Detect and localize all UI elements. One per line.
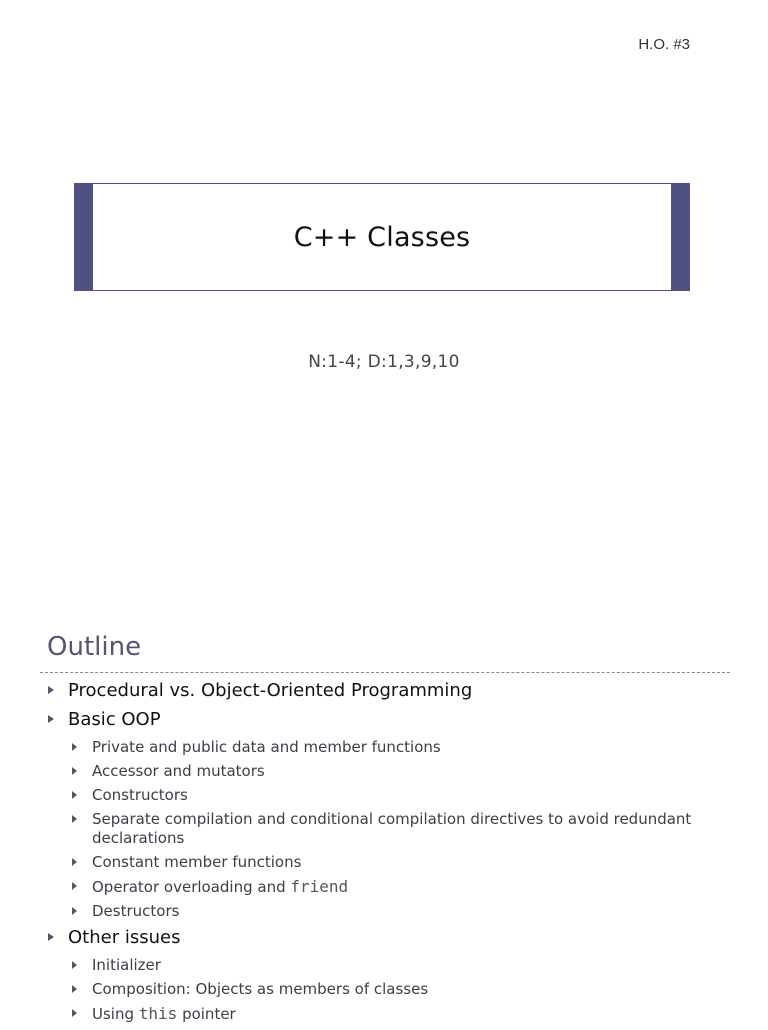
outline-section-label: Other issues [68,927,181,948]
outline-section-label: Procedural vs. Object-Oriented Programming [68,680,473,701]
outline-item-text: Constructors [92,786,188,804]
outline-item-text: Private and public data and member functions [92,738,441,756]
outline-item [72,762,728,781]
outline-item-text: Constant member functions [92,853,302,871]
bullet-arrow-icon [72,767,77,775]
outline-item [72,810,728,848]
outline-list [48,680,728,1030]
outline-item-text: Initializer [92,956,161,974]
outline-sublist [72,738,728,921]
title-box [74,183,690,291]
bullet-arrow-icon [48,933,54,941]
outline-item-text: Accessor and mutators [92,762,265,780]
outline-item-text: Composition: Objects as members of classes [92,980,429,998]
bullet-arrow-icon [72,907,77,915]
code-keyword: this [138,1004,178,1023]
outline-item [72,980,728,999]
outline-section [48,680,728,702]
outline-item-text: Operator overloading and [92,878,291,896]
outline-item [72,956,728,975]
outline-sublist [72,956,728,1024]
bullet-arrow-icon [72,961,77,969]
bullet-arrow-icon [72,815,77,823]
outline-item [72,853,728,872]
bullet-arrow-icon [72,985,77,993]
outline-item [72,877,728,897]
outline-item [72,902,728,921]
bullet-arrow-icon [72,858,77,866]
bullet-arrow-icon [72,1009,77,1017]
outline-section [48,709,728,731]
bullet-arrow-icon [72,743,77,751]
slide-title: C++ Classes [293,221,471,253]
outline-section [48,927,728,949]
outline-item [72,738,728,757]
outline-item-text-after: pointer [177,1005,236,1023]
bullet-arrow-icon [48,715,54,723]
outline-divider [40,672,730,673]
outline-heading: Outline [47,632,142,662]
title-accent-bar-right [671,183,690,291]
bullet-arrow-icon [48,686,54,694]
title-accent-bar-left [74,183,93,291]
code-keyword: friend [290,877,349,896]
slide-subtitle: N:1-4; D:1,3,9,10 [308,352,460,372]
outline-section-label: Basic OOP [68,709,161,730]
bullet-arrow-icon [72,791,77,799]
outline-item [72,1004,728,1024]
outline-item-text: Separate compilation and conditional compilation directives to avoid redundant declarations [92,810,692,847]
handout-number: H.O. #3 [638,36,690,53]
outline-item-text: Using [92,1005,139,1023]
bullet-arrow-icon [72,882,77,890]
outline-item-text: Destructors [92,902,180,920]
outline-item [72,786,728,805]
